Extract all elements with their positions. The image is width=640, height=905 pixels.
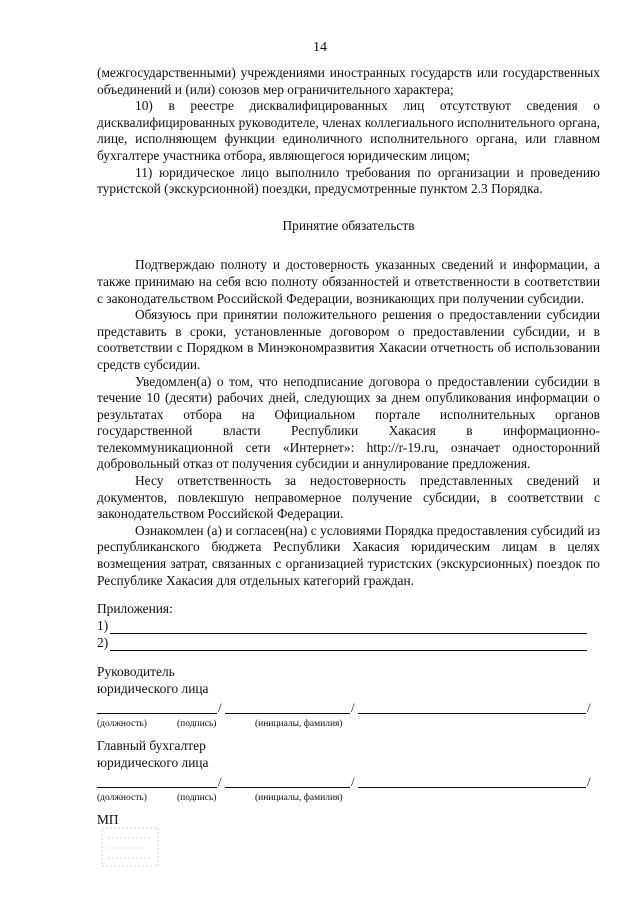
page-number: 14 (313, 40, 327, 55)
separator: / (587, 700, 591, 715)
document-body (97, 65, 600, 589)
separator: / (218, 774, 222, 789)
name-line (358, 712, 586, 714)
faded-stamp-mark (100, 826, 160, 868)
attachments-label: Приложения: (97, 601, 173, 616)
caption-signature: (подпись) (177, 793, 217, 803)
paragraph-3: Уведомлен(а) о том, что неподписание договора о предоставлении субсидии в течение 10 (десяти) рабочих дней, следующих за днем опубликования информации о результатах отбора на Официальном портале исполнительных органов государственной власти Республики Хакасия в информационно-телекоммуникационной сети «Интернет»: http://r-19.ru, означает односторонний добровольный отказ от получения субсидии и аннулирование предложения. (97, 373, 600, 472)
separator: / (587, 774, 591, 789)
item-11: 11) юридическое лицо выполнило требования по организации и проведению туристской (экскурсионной) поездки, предусмотренные пунктом 2.3 Порядка. (97, 164, 600, 197)
continuation-text: (межгосударственными) учреждениями иностранных государств или государственных объединений и (или) союзов мер ограничительного характера; (97, 65, 600, 97)
paragraph-5: Ознакомлен (а) и согласен(на) с условиями Порядка предоставления субсидий из республиканского бюджета Республики Хакасия юридическим лицам в целях возмещения затрат, связанных с организацией туристских (экскурсионных) поездок по Республике Хакасия для отдельных категорий граждан. (97, 522, 600, 588)
signature-lines (97, 699, 597, 716)
signature-captions (97, 790, 597, 802)
item-10: 10) в реестре дисквалифицированных лиц отсутствуют сведения о дисквалифицированных руководителе, членах коллегиального исполнительного органа, лице, исполняющем функции единоличного исполнительного органа, или главном бухгалтере участника отбора, являющегося юридическим лицом; (97, 98, 600, 163)
signer-title: Руководитель (97, 664, 175, 679)
signature-line (225, 712, 350, 714)
separator: / (218, 700, 222, 715)
attachment-number: 2) (97, 635, 109, 650)
paragraph-4: Несу ответственность за недостоверность представленных сведений и документов, повлекшую неправомерное получение субсидии, в соответствии с законодательством Российской Федерации. (97, 473, 600, 522)
caption-signature: (подпись) (177, 719, 217, 729)
attachment-row-2 (97, 634, 587, 651)
name-line (358, 786, 586, 788)
signer-title-2: юридического лица (97, 755, 209, 770)
position-line (97, 786, 217, 788)
attachment-number: 1) (97, 618, 109, 633)
separator: / (351, 700, 355, 715)
paragraph-2: Обязуюсь при принятии положительного решения о предоставлении субсидии представить в сроки, установленные договором о предоставлении субсидии, и в соответствии с Порядком в Минэкономразвития Хакасии отчетность об использовании средств субсидии. (97, 307, 600, 372)
attachment-line (110, 637, 587, 651)
director-signature-block (97, 663, 597, 728)
caption-name: (инициалы, фамилия) (255, 793, 343, 803)
section-heading: Принятие обязательств (282, 217, 415, 233)
accountant-signature-block (97, 737, 597, 802)
signature-line (225, 786, 350, 788)
caption-position: (должность) (97, 793, 147, 803)
caption-position: (должность) (97, 719, 147, 729)
signature-lines (97, 773, 597, 790)
separator: / (351, 774, 355, 789)
signer-title-2: юридического лица (97, 681, 209, 696)
caption-name: (инициалы, фамилия) (255, 719, 343, 729)
signer-title: Главный бухгалтер (97, 738, 206, 753)
attachments-block (97, 600, 587, 651)
stamp-label: МП (97, 812, 119, 827)
attachment-row-1 (97, 617, 587, 634)
paragraph-1: Подтверждаю полноту и достоверность указанных сведений и информации, а также принимаю на себя всю полноту обязанностей и ответственности в соответствии с законодательством Российской Федерации, возникающих при получении субсидии. (97, 257, 600, 306)
signature-captions (97, 716, 597, 728)
attachment-line (110, 620, 587, 634)
position-line (97, 712, 217, 714)
